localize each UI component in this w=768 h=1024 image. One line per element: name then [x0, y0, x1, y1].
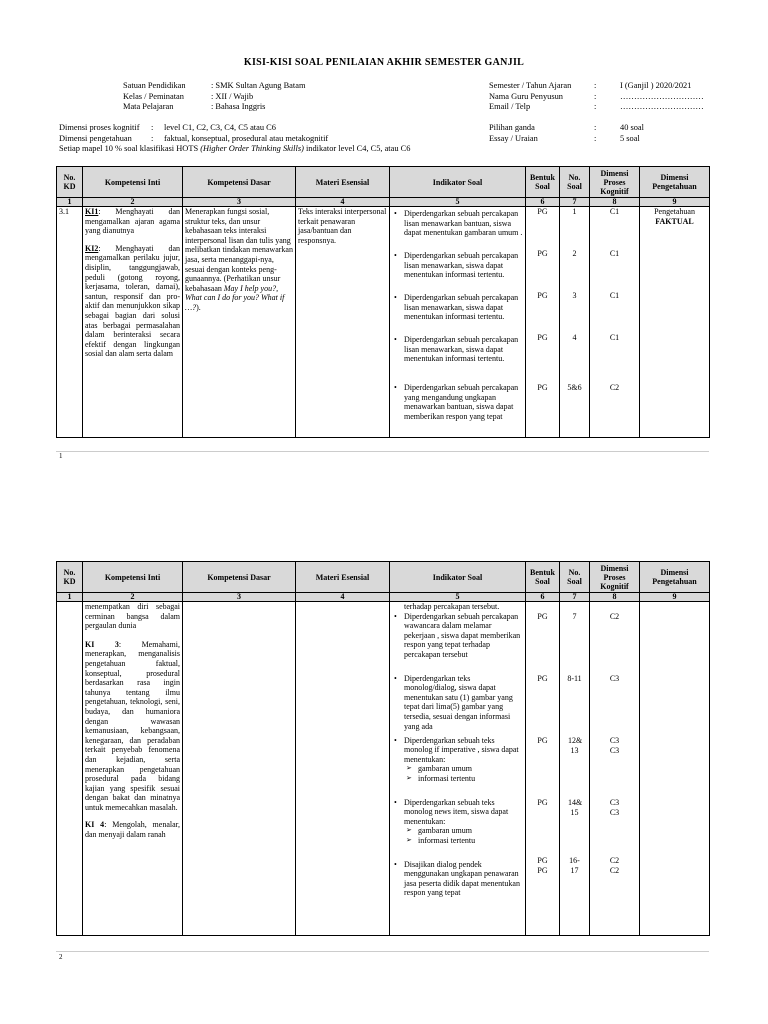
no-soal-value: 3 — [572, 291, 577, 300]
col-number: 1 — [57, 198, 83, 207]
proses-group — [592, 798, 637, 856]
col-header: Dimensi Pengetahuan — [640, 562, 710, 593]
qtype-labels — [489, 123, 538, 144]
info-value: I (Ganjil ) 2020/2021 — [620, 81, 692, 90]
col-number: 9 — [640, 593, 710, 602]
dim-label: Dimensi proses kognitif — [59, 123, 140, 132]
bentuk-value: PG — [537, 612, 548, 621]
bentuk-value: PG — [537, 856, 548, 865]
kompetensi-dasar-cell — [183, 602, 296, 936]
indikator-item: • Disajikan dialog pendek menggunakan ungkapan penawaran jasa peserta didik dapat menentukan respon yang tepat — [404, 860, 523, 898]
pengetahuan-cell — [640, 602, 710, 936]
indikator-cell — [390, 207, 526, 438]
col-number: 8 — [590, 593, 640, 602]
pengetahuan-cell — [640, 207, 710, 438]
sub-item: ➢ gambaran umum — [418, 764, 523, 774]
dim-value: faktual, konseptual, prosedural atau metakognitif — [164, 133, 329, 143]
colon: : — [594, 91, 597, 101]
dim-label: Dimensi pengetahuan — [59, 133, 132, 143]
indikator-cell — [390, 602, 526, 936]
proses-value: C3 — [609, 798, 620, 807]
col-number: 7 — [560, 198, 590, 207]
proses-value: C2 — [609, 865, 620, 875]
header-row — [57, 562, 710, 593]
col-number: 2 — [83, 198, 183, 207]
bentuk-value: PG — [537, 798, 548, 807]
dim-value: level C1, C2, C3, C4, C5 atau C6 — [164, 123, 276, 132]
info-label: Email / Telp — [489, 102, 531, 111]
dims-values — [164, 123, 328, 144]
bentuk-soal-cell — [526, 602, 560, 936]
proses-kognitif-cell — [590, 602, 640, 936]
bentuk-soal-cell — [526, 207, 560, 438]
hots-note-c: indikator level C4, C5, atau C6 — [303, 144, 411, 153]
qtype-value: 5 soal — [620, 133, 640, 143]
col-number: 5 — [390, 198, 526, 207]
col-header: Materi Esensial — [296, 167, 390, 198]
proses-value: C2 — [609, 383, 620, 392]
proses-kognitif-cell — [590, 207, 640, 438]
col-number: 4 — [296, 593, 390, 602]
info-value: ………………………… — [620, 102, 704, 111]
bentuk-value: PG — [537, 291, 548, 300]
ki1-text: : Menghayati dan mengamalkan ajaran agama yang dianutnya — [85, 207, 180, 236]
colon: : — [594, 102, 597, 111]
col-number: 3 — [183, 198, 296, 207]
indikator-item — [404, 798, 523, 860]
indikator-item: • Diperdengarkan sebuah percakapan yang mengandung ungkapan menawarkan bantuan, siswa dapat memberikan respon yang tepat — [404, 383, 523, 421]
kompetensi-inti-cell — [83, 602, 183, 936]
col-number: 5 — [390, 593, 526, 602]
col-header: No. KD — [57, 167, 83, 198]
indikator-item: • Diperdengarkan sebuah percakapan lisan menawarkan bantuan, siswa dapat menentukan gambaran umum . — [404, 209, 523, 251]
info-label: Kelas / Peminatan — [123, 91, 184, 101]
qtype-label: Pilihan ganda — [489, 123, 535, 132]
page-divider — [56, 451, 709, 452]
indikator-item: • Diperdengarkan sebuah percakapan lisan menawarkan, siswa dapat menentukan informasi tertentu. — [404, 251, 523, 293]
col-header: Kompetensi Dasar — [183, 167, 296, 198]
no-soal-value: 4 — [572, 333, 577, 342]
indikator-text: Diperdengarkan sebuah teks monolog if imperative , siswa dapat menentukan: — [404, 735, 519, 764]
bentuk-value: PG — [537, 249, 548, 258]
no-soal-value: 14& 15 — [568, 798, 583, 817]
qtype-values — [620, 123, 644, 144]
col-number: 7 — [560, 593, 590, 602]
kd-number: 3.1 — [57, 207, 83, 438]
page-number: 2 — [59, 953, 63, 961]
kd-text: Menerapkan fungsi sosial, struktur teks, dan unsur kebahasaan teks interaksi interpersonal lisan dan tulis yang melibatkan tindakan menawarkan jasa, serta menanggapi-nya, sesuai dengan konteks peng-gunaannya. (Perhatikan unsur kebahasaan — [185, 207, 293, 293]
no-soal-value: 1 — [572, 207, 577, 216]
hots-note — [59, 144, 410, 155]
page-number: 1 — [59, 452, 63, 460]
col-header: Dimensi Proses Kognitif — [590, 167, 640, 198]
info-label: Semester / Tahun Ajaran — [489, 81, 572, 90]
bentuk-value: PG — [537, 207, 548, 216]
info-value: : Bahasa Inggris — [211, 102, 266, 111]
info-left-values — [211, 81, 305, 113]
col-number: 6 — [526, 593, 560, 602]
indikator-item: • Diperdengarkan sebuah percakapan lisan menawarkan, siswa dapat menentukan informasi tertentu. — [404, 293, 523, 335]
kompetensi-dasar-cell — [183, 207, 296, 438]
kd-number — [57, 602, 83, 936]
info-value: : SMK Sultan Agung Batam — [211, 81, 306, 90]
ki3-text: : Memahami, menerapkan, menganalisis pengetahuan faktual, konseptual, prosedural berdasarkan rasa ingin tahunya tentang ilmu pengetahuan, teknologi, seni, budaya, dan humaniora dengan wawasan kemanusiaan, kebangsaan, kenegaraan, dan peradaban terkait penyebab fenomena dan kejadian, serta menerapkan pengetahuan prosedural pada bidang kajian yang spesifik sesuai dengan bakat dan minatnya untuk memecahkan masalah. — [85, 639, 180, 812]
ki-continued: menempatkan diri sebagai cerminan bangsa dalam pergaulan dunia — [85, 602, 180, 631]
col-number: 4 — [296, 198, 390, 207]
col-header: Kompetensi Dasar — [183, 562, 296, 593]
proses-value: C1 — [609, 207, 620, 216]
proses-group — [592, 736, 637, 798]
page-divider — [56, 951, 709, 952]
indikator-continued: terhadap percakapan tersebut. — [404, 602, 500, 611]
col-header: Materi Esensial — [296, 562, 390, 593]
bentuk-value: PG — [537, 736, 548, 745]
info-left-labels — [123, 81, 186, 113]
colon: : — [151, 133, 154, 143]
no-soal-cell — [560, 602, 590, 936]
col-header: No. Soal — [560, 562, 590, 593]
info-value: : XII / Wajib — [211, 91, 254, 101]
no-soal-value: 7 — [572, 612, 577, 621]
indikator-item: • Diperdengarkan teks monolog/dialog, siswa dapat menentukan satu (1) gambar yang tepat dari lima(5) gambar yang tersedia, sesuai dengan informasi yang ada — [404, 674, 523, 736]
kisi-table-page1 — [56, 166, 710, 438]
bentuk-value: PG — [537, 865, 548, 875]
kd-text-italic: May I help you?, What can I do for you? What if …? — [185, 283, 285, 312]
col-number: 2 — [83, 593, 183, 602]
col-number: 1 — [57, 593, 83, 602]
no-soal-cell — [560, 207, 590, 438]
number-row — [57, 198, 710, 207]
col-header: Indikator Soal — [390, 562, 526, 593]
colon: : — [151, 123, 154, 132]
proses-value: C3 — [609, 745, 620, 755]
kompetensi-inti-cell — [83, 207, 183, 438]
sub-item: ➢ gambaran umum — [418, 826, 523, 836]
qtype-label: Essay / Uraian — [489, 133, 538, 143]
proses-value: C1 — [609, 249, 620, 258]
info-right-labels — [489, 81, 571, 113]
info-right-colons — [594, 81, 596, 113]
ki2-label: KI2 — [85, 243, 99, 253]
header-row — [57, 167, 710, 198]
dims-colons — [151, 123, 153, 144]
proses-value: C3 — [609, 807, 620, 817]
sub-item: ➢ informasi tertentu — [418, 836, 523, 846]
bentuk-value: PG — [537, 674, 548, 683]
bentuk-value: PG — [537, 383, 548, 392]
col-header: Indikator Soal — [390, 167, 526, 198]
table-row — [57, 207, 710, 438]
materi-esensial-cell — [296, 602, 390, 936]
col-header: Kompetensi Inti — [83, 562, 183, 593]
colon: : — [594, 81, 597, 90]
colon: : — [594, 123, 597, 132]
no-soal-value: 8-11 — [567, 674, 582, 683]
ki2-text: : Menghayati dan mengamalkan perilaku jujur, disiplin, tanggungjawab, peduli (gotong royong, kerjasama, toleran, damai), santun, responsif dan pro-aktif dan menunjukkon sikap sebagai bagian dari solusi atas berbagai permasalahan dalam berinteraksi secara efektif dengan lingkungan sosial dan alam serta dalam — [85, 243, 180, 359]
hots-note-b: (Higher Order Thinking Skills) — [200, 144, 304, 153]
indikator-item — [404, 736, 523, 798]
pengetahuan-value: FAKTUAL — [655, 216, 694, 226]
pengetahuan-label: Pengetahuan — [654, 207, 695, 216]
col-header: Kompetensi Inti — [83, 167, 183, 198]
info-label: Mata Pelajaran — [123, 102, 174, 111]
no-soal-value: 5&6 — [567, 383, 582, 392]
indikator-item: • Diperdengarkan sebuah percakapan wawancara dalam melamar pekerjaan , siswa dapat memberikan respon yang tepat terhadap percakapan tersebut — [404, 612, 523, 674]
materi-esensial-cell: Teks interaksi interpersonal terkait penawaran jasa/bantuan dan responsnya. — [296, 207, 390, 438]
proses-value: C2 — [609, 856, 620, 865]
proses-value: C3 — [609, 736, 620, 745]
col-header: No. Soal — [560, 167, 590, 198]
col-header: No. KD — [57, 562, 83, 593]
info-label: Satuan Pendidikan — [123, 81, 186, 90]
qtype-value: 40 soal — [620, 123, 644, 132]
indikator-text: Diperdengarkan sebuah teks monolog news item, siswa dapat menentukan: — [404, 797, 509, 826]
table-row — [57, 602, 710, 936]
ki1-label: KI1 — [85, 207, 99, 216]
proses-value: C1 — [609, 333, 620, 342]
kd-text-end: ). — [196, 302, 201, 312]
no-soal-value: 16- 17 — [569, 856, 580, 875]
number-row — [57, 593, 710, 602]
qtype-colons — [594, 123, 596, 144]
col-header: Bentuk Soal — [526, 167, 560, 198]
ki4-text: : Mengolah, menalar, dan menyaji dalam ranah — [85, 820, 180, 840]
col-header: Dimensi Proses Kognitif — [590, 562, 640, 593]
col-number: 9 — [640, 198, 710, 207]
col-header: Bentuk Soal — [526, 562, 560, 593]
col-number: 8 — [590, 198, 640, 207]
info-label: Nama Guru Penyusun — [489, 91, 563, 101]
col-number: 3 — [183, 593, 296, 602]
col-number: 6 — [526, 198, 560, 207]
hots-note-a: Setiap mapel 10 % soal klasifikasi HOTS — [59, 144, 201, 153]
proses-value: C3 — [609, 674, 620, 683]
document-title: KISI-KISI SOAL PENILAIAN AKHIR SEMESTER GANJIL — [243, 57, 525, 68]
kisi-table-page2 — [56, 561, 710, 936]
info-value: ………………………… — [620, 91, 704, 101]
no-soal-value: 2 — [572, 249, 577, 258]
bentuk-value: PG — [537, 333, 548, 342]
no-soal-value: 12& 13 — [568, 736, 583, 755]
proses-value: C1 — [609, 291, 620, 300]
info-right-values — [620, 81, 704, 113]
sub-item: ➢ informasi tertentu — [418, 774, 523, 784]
ki3-label: KI 3 — [85, 639, 119, 649]
dims-labels — [59, 123, 140, 144]
col-header: Dimensi Pengetahuan — [640, 167, 710, 198]
ki4-label: KI 4 — [85, 820, 105, 830]
proses-value: C2 — [609, 612, 620, 621]
colon: : — [594, 133, 597, 143]
indikator-item: • Diperdengarkan sebuah percakapan lisan menawarkan, siswa dapat menentukan informasi tertentu. — [404, 335, 523, 383]
